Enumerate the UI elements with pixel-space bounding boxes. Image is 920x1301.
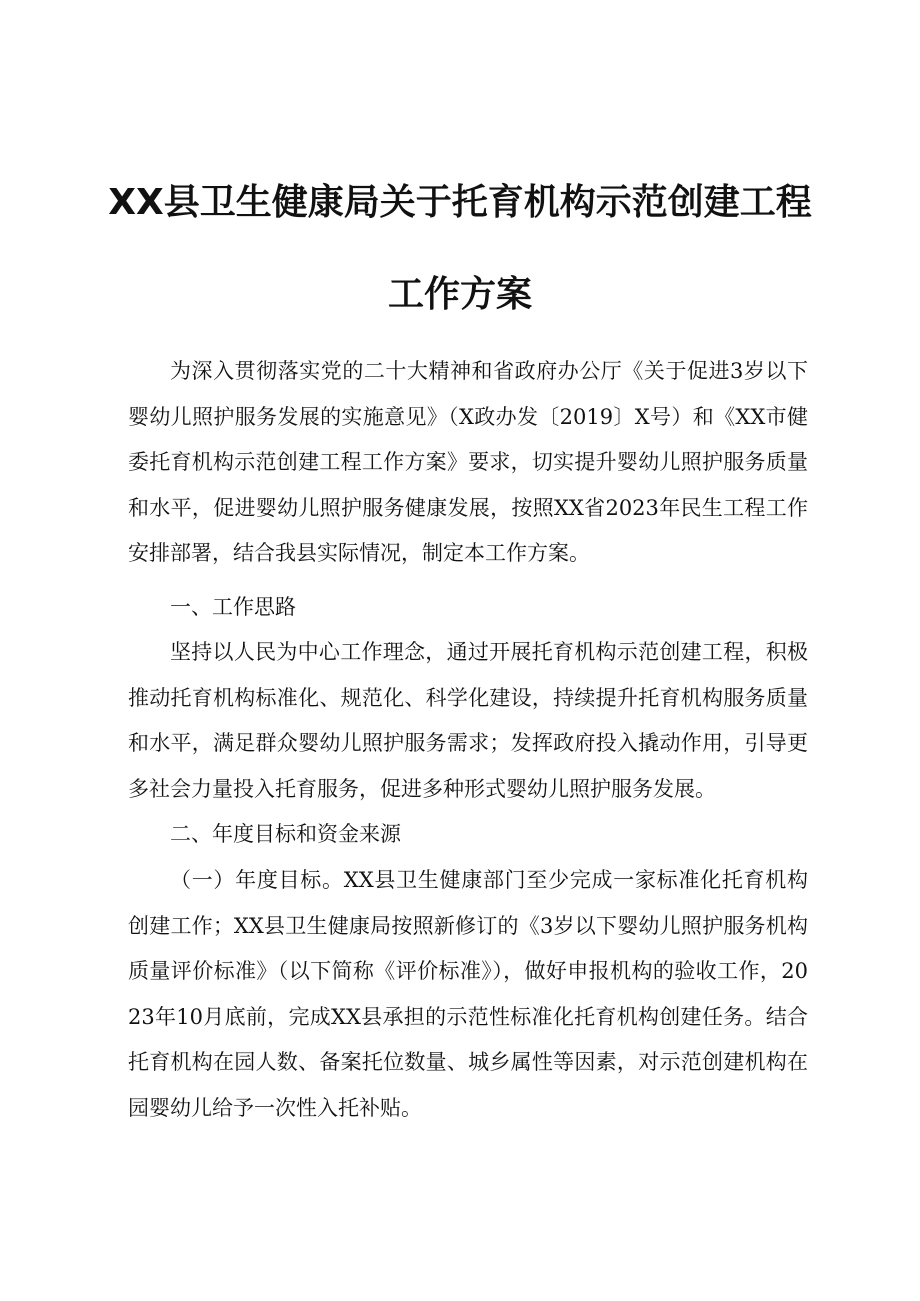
section-2-sub-1-paragraph <box>128 858 808 1131</box>
section-2-heading: 二、年度目标和资金来源 <box>170 822 401 846</box>
section-1-heading-block <box>128 585 808 631</box>
section-2-heading-block <box>128 812 808 858</box>
section-1-paragraph <box>128 630 808 812</box>
intro-text: 为深入贯彻落实党的二十大精神和省政府办公厅《关于促进3岁以下婴幼儿照护服务发展的实施意见》（X政办发〔2019〕X号）和《XX市健委托育机构示范创建工程工作方案》要求，切实提升婴幼儿照护服务质量和水平，促进婴幼儿照护服务健康发展，按照XX省2023年民生工程工作安排部署，结合我县实际情况，制定本工作方案。 <box>128 359 808 565</box>
intro-paragraph <box>128 349 808 577</box>
section-1-heading: 一、工作思路 <box>170 595 296 619</box>
document-title-line-1: XX县卫生健康局关于托育机构示范创建工程 <box>108 182 812 223</box>
section-2-sub-1-text: （一）年度目标。XX县卫生健康部门至少完成一家标准化托育机构创建工作；XX县卫生健康局按照新修订的《3岁以下婴幼儿照护服务机构质量评价标准》（以下简称《评价标准》），做好申报机构的验收工作，2023年10月底前，完成XX县承担的示范性标准化托育机构创建任务。结合托育机构在园人数、备案托位数量、城乡属性等因素，对示范创建机构在园婴幼儿给予一次性入托补贴。 <box>128 868 808 1120</box>
document-title-line-2: 工作方案 <box>387 274 532 315</box>
section-1-text: 坚持以人民为中心工作理念，通过开展托育机构示范创建工程，积极推动托育机构标准化、规范化、科学化建设，持续提升托育机构服务质量和水平，满足群众婴幼儿照护服务需求；发挥政府投入撬动作用，引导更多社会力量投入托育服务，促进多种形式婴幼儿照护服务发展。 <box>128 640 808 801</box>
